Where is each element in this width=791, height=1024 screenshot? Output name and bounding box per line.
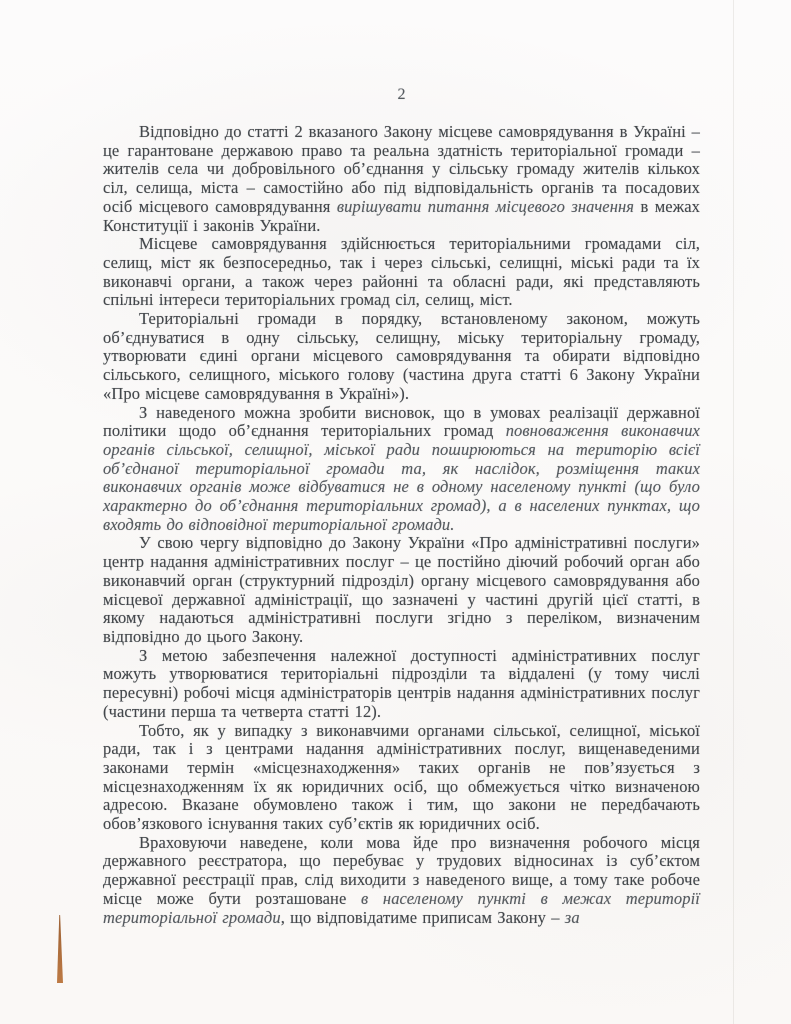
paragraph: [103, 647, 700, 722]
paragraph: [103, 123, 700, 235]
text-run: Тобто, як у випадку з виконавчими органами сільської, селищної, міської ради, так і з центрами надання адміністративних послуг, вищенаведеними законами термін «місцезнаходження» таких органів не пов’язується з місцезнаходженням їх як юридичних осіб, що обмежується чітко визначеною адресою. Вказане обумовлено також і тим, що закони не передбачають обов’язкового існування таких суб’єктів як юридичних осіб.: [103, 720, 700, 834]
text-run: , що відповідатиме приписам Закону –: [280, 907, 565, 927]
text-run: в межах Конституції і законів України.: [103, 196, 700, 235]
paragraph: [103, 404, 700, 535]
scan-edge-artifact: [57, 915, 63, 983]
text-run: Відповідно до статті 2 вказаного Закону місцеве самоврядування в Україні – це гарантоване державою право та реальна здатність територіальної громади – жителів села чи добровільного об’єднання у сільську громаду жителів кількох сіл, селища, міста – самостійно або під відповідальність органів та посадових осіб місцевого самоврядування: [103, 122, 700, 216]
text-run: Місцеве самоврядування здійснюється територіальними громадами сіл, селищ, міст як безпосередньо, так і через сільські, селищні, міські ради та їх виконавчі органи, а також через районні та обласні ради, які представляють спільні інтереси територіальних громад сіл, селищ, міст.: [103, 234, 700, 310]
text-run: У свою чергу відповідно до Закону України «Про адміністративні послуги» центр надання адміністративних послуг – це постійно діючий робочий орган або виконавчий орган (структурний підрозділ) органу місцевого самоврядування або місцевої державної адміністрації, що зазначені у частині другій цієї статті, в якому надаються адміністративні послуги згідно з переліком, визначеним відповідно до цього Закону.: [103, 533, 700, 646]
paragraph: [103, 834, 700, 928]
italic-text-run: вирішувати питання місцевого значення: [336, 196, 635, 216]
italic-text-run: в населеному пункті в межах території територіальної громади: [103, 888, 700, 927]
text-run: З метою забезпечення належної доступності адміністративних послуг можуть утворюватися територіальні підрозділи та віддалені (у тому числі пересувні) робочі місця адміністраторів центрів надання адміністративних послуг (частини перша та четверта статті 12).: [103, 645, 700, 721]
document-body: [103, 123, 700, 927]
paragraph: [103, 310, 700, 404]
text-run: З наведеного можна зробити висновок, що в умовах реалізації державної політики щодо об’єднання територіальних громад: [103, 402, 700, 441]
text-run: Територіальні громади в порядку, встановленому законом, можуть об’єднуватися в одну сільську, селищну, міську територіальну громаду, утворювати єдині органи місцевого самоврядування та обирати відповідно сільського, селищного, міського голову (частина друга статті 6 Закону України «Про місцеве самоврядування в Україні»).: [103, 309, 700, 403]
scan-fold-line: [733, 0, 734, 1024]
page-number: 2: [397, 86, 406, 103]
paragraph: [103, 235, 700, 310]
italic-text-run: повноваження виконавчих органів сільської, селищної, міської ради поширюються на територію всієї об’єднаної територіальної громади та, як наслідок, розміщення таких виконавчих органів може відбуватися не в одному населеному пункті (що було характерно до об’єднання територіальних громад), а в населених пунктах, що входять до відповідної територіальної громади.: [103, 421, 700, 534]
text-run: Враховуючи наведене, коли мова йде про визначення робочого місця державного реєстратора, що перебуває у трудових відносинах із суб’єктом державної реєстрації прав, слід виходити з наведеного вище, а тому таке робоче місце може бути розташоване: [103, 832, 700, 908]
paragraph: [103, 534, 700, 646]
italic-text-run: за: [564, 907, 580, 927]
paragraph: [103, 722, 700, 834]
